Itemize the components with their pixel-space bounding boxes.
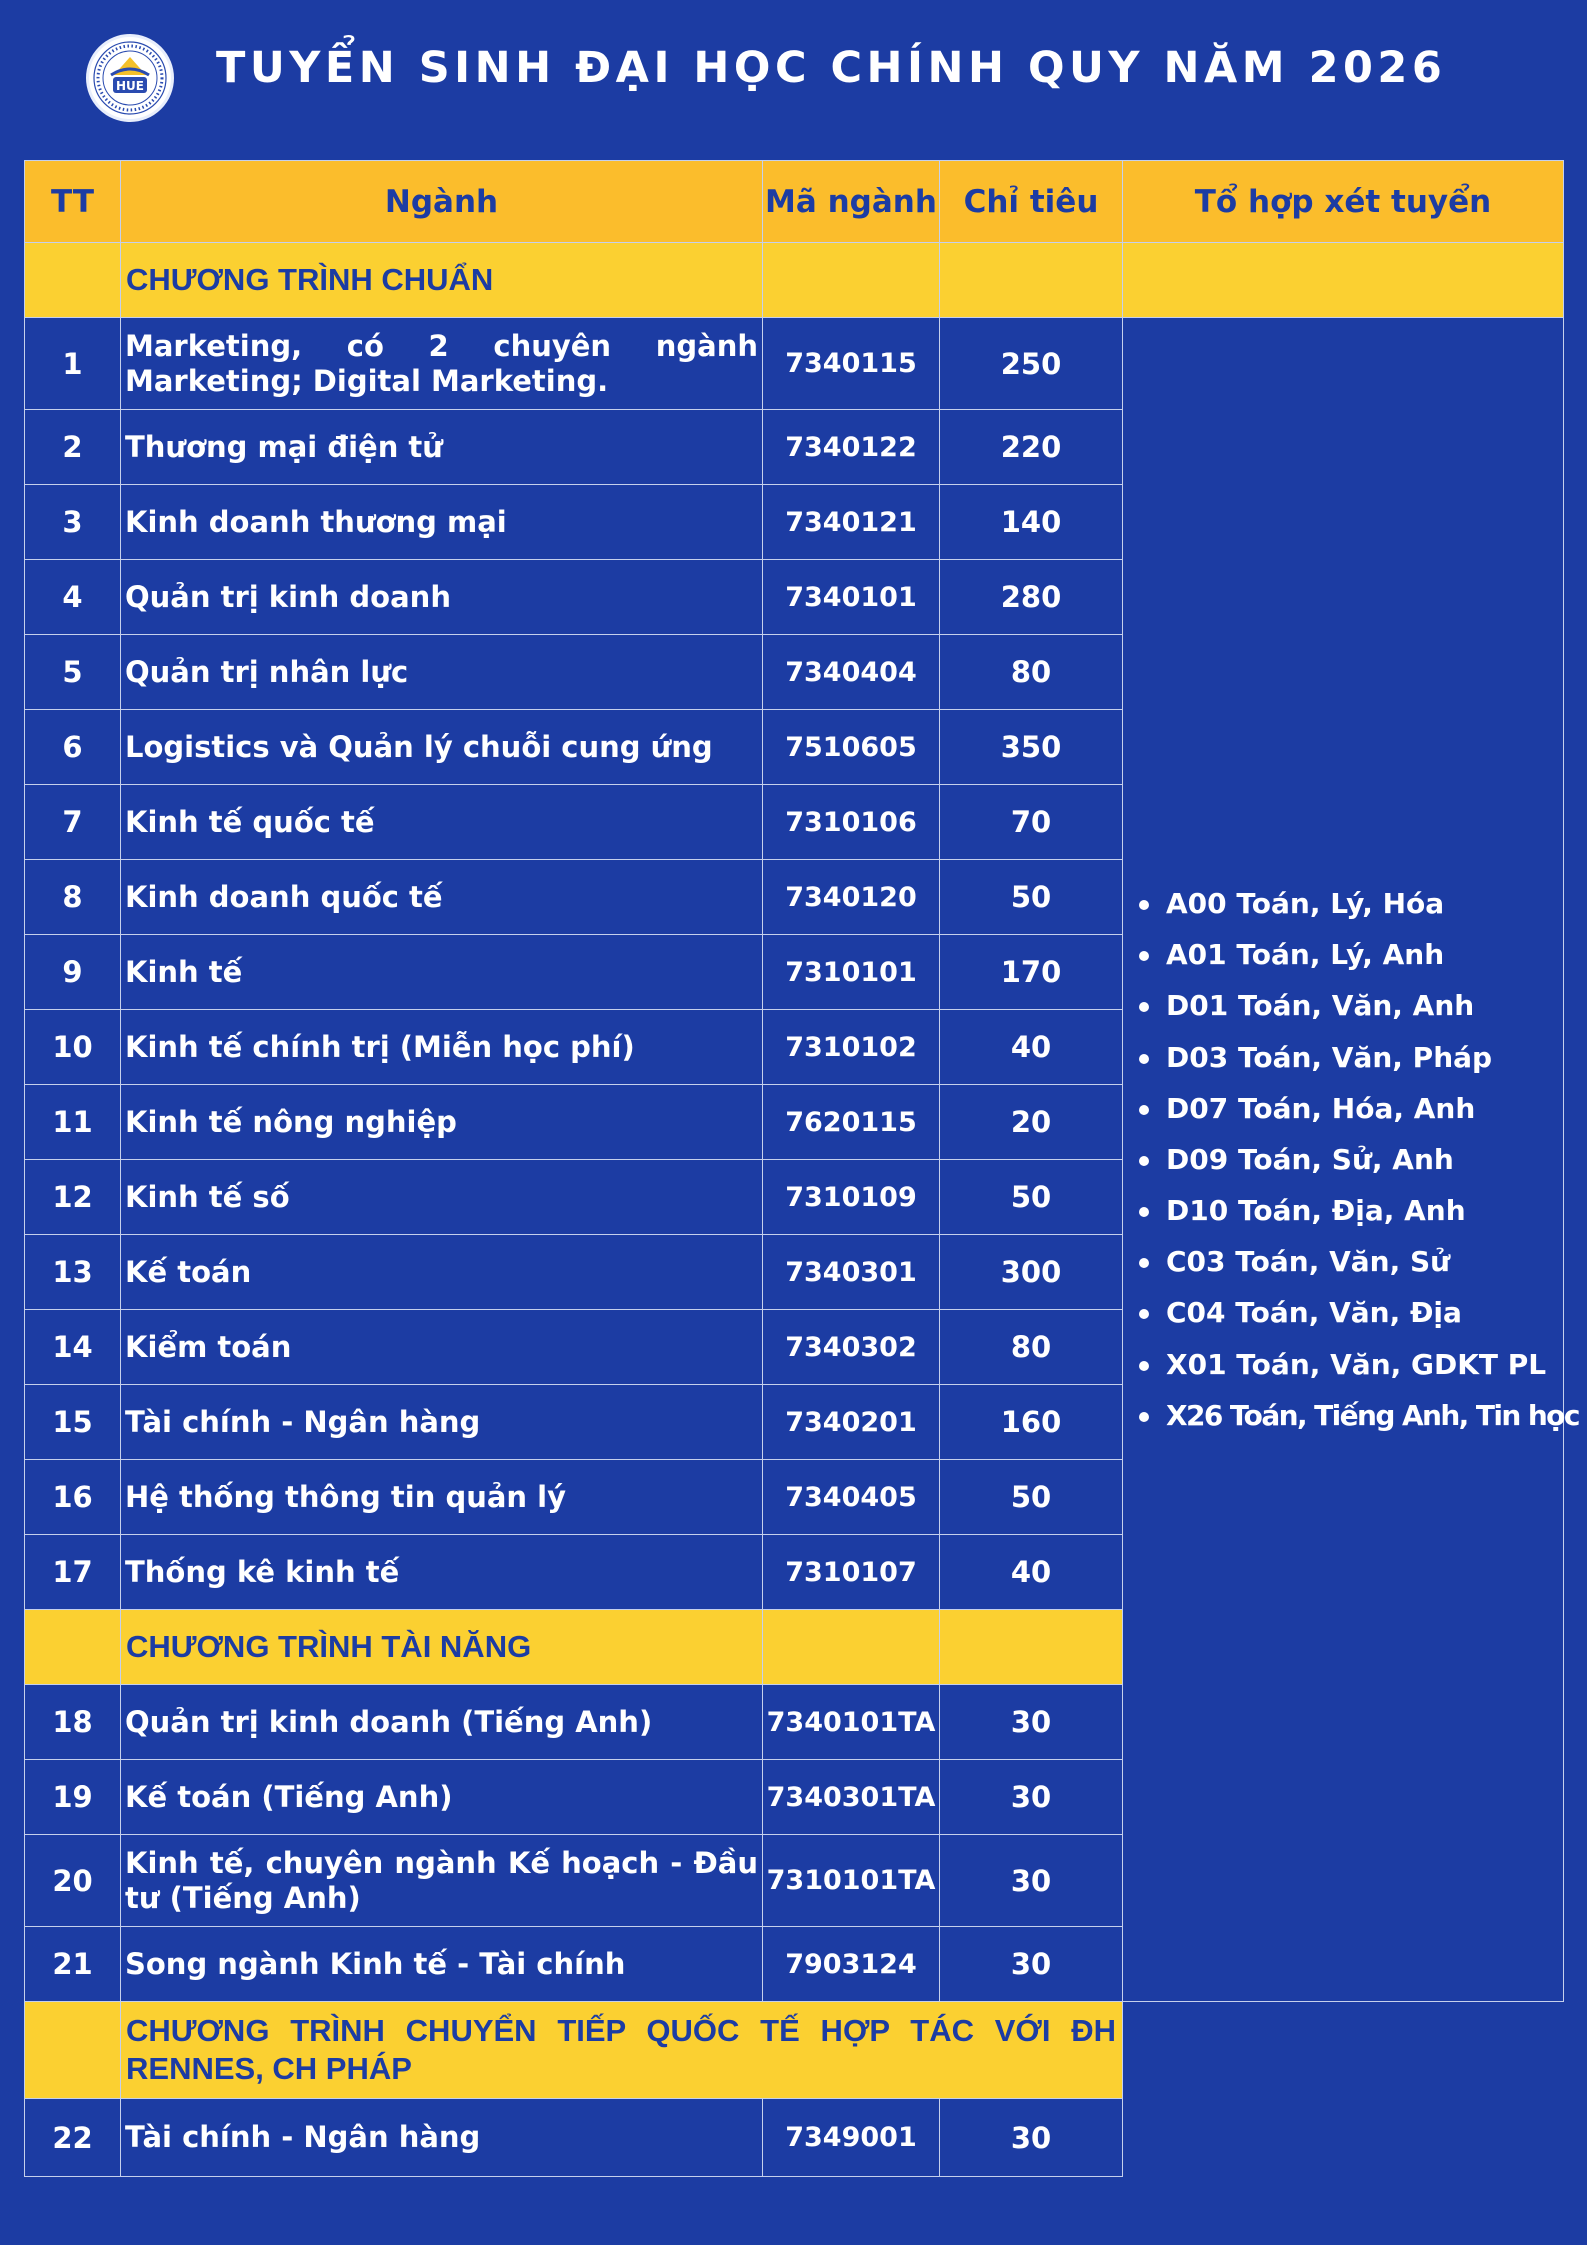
cell-name: Quản trị kinh doanh (121, 560, 763, 635)
combo-item: D10 Toán, Địa, Anh (1139, 1185, 1563, 1236)
cell-tt: 18 (25, 1685, 121, 1760)
column-header-combos: Tổ hợp xét tuyển (1123, 161, 1564, 243)
cell-quota: 160 (940, 1385, 1123, 1460)
combo-item: A01 Toán, Lý, Anh (1139, 929, 1563, 980)
cell-name: Kinh tế, chuyên ngành Kế hoạch - Đầu tư (Tiếng Anh) (121, 1835, 763, 1927)
cell-name: Tài chính - Ngân hàng (121, 1385, 763, 1460)
cell-tt: 14 (25, 1310, 121, 1385)
cell-name: Quản trị nhân lực (121, 635, 763, 710)
cell-quota: 40 (940, 1535, 1123, 1610)
cell-code: 7340301TA (763, 1760, 940, 1835)
combo-item: C03 Toán, Văn, Sử (1139, 1236, 1563, 1287)
cell-tt: 4 (25, 560, 121, 635)
cell-code: 7340201 (763, 1385, 940, 1460)
combos-cell (1123, 318, 1579, 2002)
cell-name: Song ngành Kinh tế - Tài chính (121, 1927, 763, 2002)
cell-code: 7340120 (763, 860, 940, 935)
cell-code: 7310106 (763, 785, 940, 860)
cell-code: 7310107 (763, 1535, 940, 1610)
cell-name: Kinh tế (121, 935, 763, 1010)
cell-quota: 40 (940, 1010, 1123, 1085)
section-label: CHƯƠNG TRÌNH CHUYỂN TIẾP QUỐC TẾ HỢP TÁC VỚI ĐH RENNES, CH PHÁP (121, 2002, 1123, 2099)
cell-code: 7340404 (763, 635, 940, 710)
cell-quota: 140 (940, 485, 1123, 560)
section-row (25, 243, 1564, 318)
cell-tt: 15 (25, 1385, 121, 1460)
cell-quota: 20 (940, 1085, 1123, 1160)
column-header-quota: Chỉ tiêu (940, 161, 1123, 243)
cell-code: 7340301 (763, 1235, 940, 1310)
cell-quota: 50 (940, 1160, 1123, 1235)
combo-item: D09 Toán, Sử, Anh (1139, 1134, 1563, 1185)
table-row (25, 318, 1564, 410)
cell-tt: 6 (25, 710, 121, 785)
cell-quota: 50 (940, 860, 1123, 935)
cell-quota: 350 (940, 710, 1123, 785)
logo-text: HUE (116, 79, 144, 93)
section-label: CHƯƠNG TRÌNH TÀI NĂNG (121, 1610, 763, 1685)
cell-code: 7340115 (763, 318, 940, 410)
cell-tt: 19 (25, 1760, 121, 1835)
cell-code: 7340122 (763, 410, 940, 485)
cell-code: 7310109 (763, 1160, 940, 1235)
combo-list (1139, 878, 1579, 1441)
cell-tt: 9 (25, 935, 121, 1010)
cell-tt: 5 (25, 635, 121, 710)
cell-tt: 20 (25, 1835, 121, 1927)
page-header (0, 0, 1587, 140)
combo-item: D03 Toán, Văn, Pháp (1139, 1032, 1563, 1083)
cell-code: 7310101 (763, 935, 940, 1010)
cell-tt: 8 (25, 860, 121, 935)
cell-tt: 16 (25, 1460, 121, 1535)
combo-item: D01 Toán, Văn, Anh (1139, 980, 1563, 1031)
table-row (25, 2099, 1564, 2177)
cell-quota: 280 (940, 560, 1123, 635)
cell-code: 7349001 (763, 2099, 940, 2177)
cell-tt: 22 (25, 2099, 121, 2177)
cell-quota: 80 (940, 1310, 1123, 1385)
cell-code: 7620115 (763, 1085, 940, 1160)
section-row (25, 2002, 1564, 2099)
combo-item: X26 Toán, Tiếng Anh, Tin học (1139, 1390, 1563, 1441)
cell-name: Kinh doanh quốc tế (121, 860, 763, 935)
section-label: CHƯƠNG TRÌNH CHUẨN (121, 243, 763, 318)
cell-name: Thống kê kinh tế (121, 1535, 763, 1610)
cell-name: Marketing, có 2 chuyên ngành Marketing; Digital Marketing. (121, 318, 763, 410)
cell-name: Hệ thống thông tin quản lý (121, 1460, 763, 1535)
cell-name: Kinh doanh thương mại (121, 485, 763, 560)
column-header-tt: TT (25, 161, 121, 243)
cell-name: Kinh tế số (121, 1160, 763, 1235)
combo-item: X01 Toán, Văn, GDKT PL (1139, 1339, 1563, 1390)
cell-code: 7340121 (763, 485, 940, 560)
cell-tt: 3 (25, 485, 121, 560)
cell-tt: 10 (25, 1010, 121, 1085)
cell-name: Kế toán (121, 1235, 763, 1310)
cell-quota: 80 (940, 635, 1123, 710)
cell-tt: 12 (25, 1160, 121, 1235)
cell-quota: 30 (940, 1927, 1123, 2002)
cell-quota: 50 (940, 1460, 1123, 1535)
combo-item: C04 Toán, Văn, Địa (1139, 1287, 1563, 1338)
combo-item: D07 Toán, Hóa, Anh (1139, 1083, 1563, 1134)
cell-name: Tài chính - Ngân hàng (121, 2099, 763, 2177)
cell-name: Thương mại điện tử (121, 410, 763, 485)
cell-name: Kế toán (Tiếng Anh) (121, 1760, 763, 1835)
cell-quota: 30 (940, 1685, 1123, 1760)
combo-item: A00 Toán, Lý, Hóa (1139, 878, 1563, 929)
cell-code: 7310102 (763, 1010, 940, 1085)
cell-name: Kinh tế nông nghiệp (121, 1085, 763, 1160)
cell-quota: 220 (940, 410, 1123, 485)
cell-tt: 11 (25, 1085, 121, 1160)
cell-code: 7340302 (763, 1310, 940, 1385)
page-title: TUYỂN SINH ĐẠI HỌC CHÍNH QUY NĂM 2026 (216, 43, 1447, 93)
cell-tt: 7 (25, 785, 121, 860)
cell-code: 7340101 (763, 560, 940, 635)
cell-quota: 70 (940, 785, 1123, 860)
cell-tt: 13 (25, 1235, 121, 1310)
cell-quota: 30 (940, 1835, 1123, 1927)
cell-code: 7903124 (763, 1927, 940, 2002)
cell-name: Logistics và Quản lý chuỗi cung ứng (121, 710, 763, 785)
cell-code: 7510605 (763, 710, 940, 785)
cell-code: 7340101TA (763, 1685, 940, 1760)
column-header-name: Ngành (121, 161, 763, 243)
cell-name: Kinh tế quốc tế (121, 785, 763, 860)
cell-quota: 30 (940, 2099, 1123, 2177)
admission-table (24, 160, 1579, 2177)
cell-name: Kinh tế chính trị (Miễn học phí) (121, 1010, 763, 1085)
university-logo (86, 34, 174, 122)
cell-quota: 250 (940, 318, 1123, 410)
cell-code: 7340405 (763, 1460, 940, 1535)
cell-tt: 21 (25, 1927, 121, 2002)
cell-tt: 1 (25, 318, 121, 410)
cell-name: Kiểm toán (121, 1310, 763, 1385)
cell-tt: 2 (25, 410, 121, 485)
cell-quota: 170 (940, 935, 1123, 1010)
cell-code: 7310101TA (763, 1835, 940, 1927)
cell-tt: 17 (25, 1535, 121, 1610)
table-header-row (25, 161, 1564, 243)
cell-quota: 30 (940, 1760, 1123, 1835)
cell-name: Quản trị kinh doanh (Tiếng Anh) (121, 1685, 763, 1760)
column-header-code: Mã ngành (763, 161, 940, 243)
cell-quota: 300 (940, 1235, 1123, 1310)
